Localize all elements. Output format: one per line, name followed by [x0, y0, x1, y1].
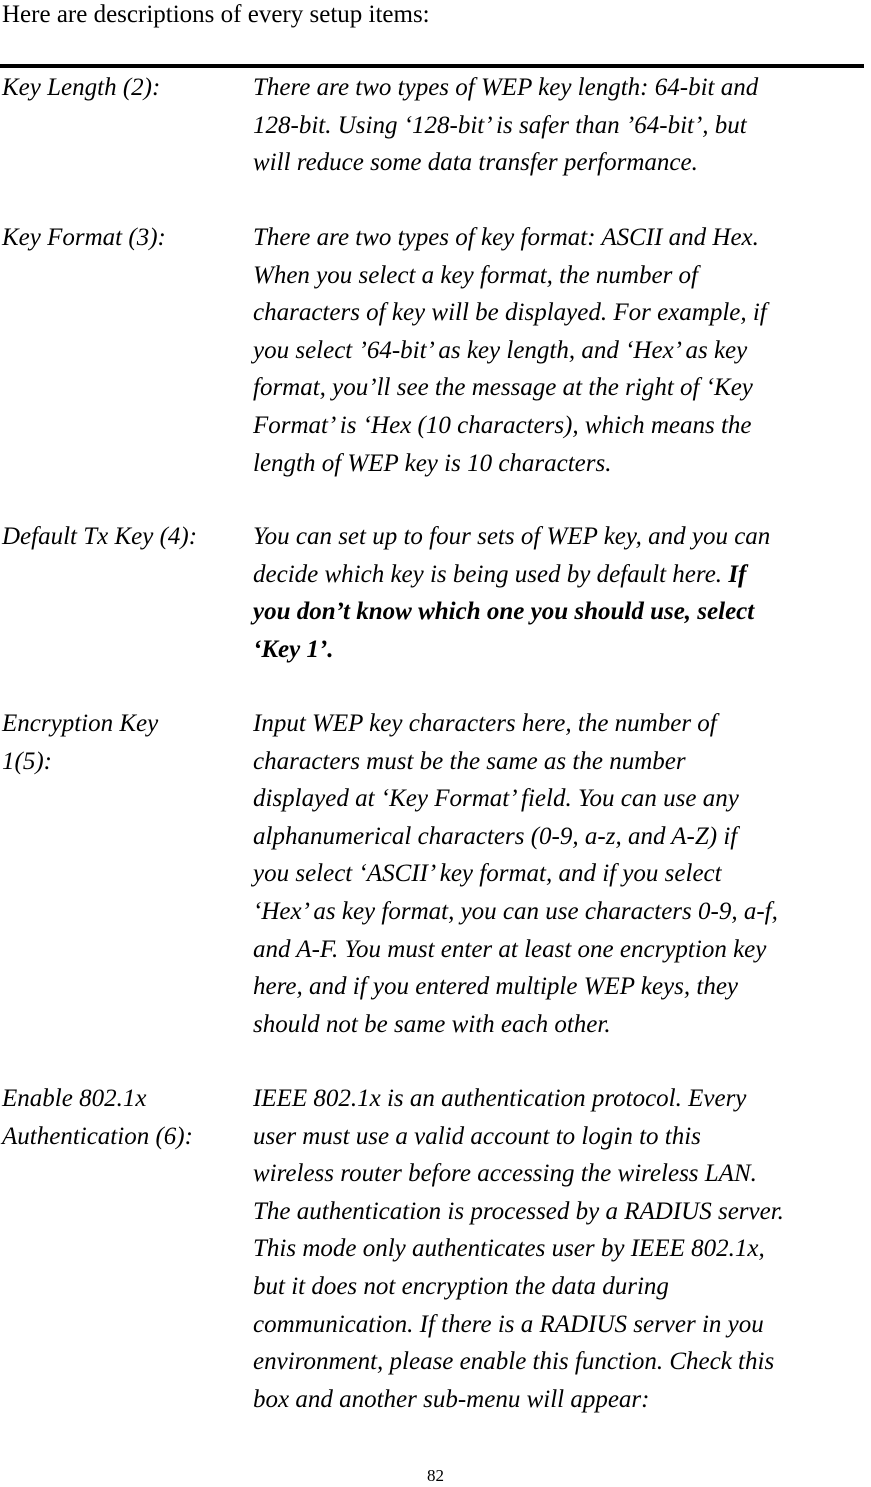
- description-line: 128-bit. Using ‘128-bit’ is safer than ’64-bit’, but: [253, 111, 747, 139]
- description-line: communication. If there is a RADIUS server in you: [253, 1310, 764, 1338]
- term-line: Enable 802.1x: [2, 1085, 147, 1112]
- term-line: Default Tx Key (4):: [2, 523, 198, 550]
- intro-text: Here are descriptions of every setup items:: [2, 1, 430, 28]
- description-line: Format’ is ‘Hex (10 characters), which means the: [253, 411, 752, 439]
- description-line: you select ’64-bit’ as key length, and ‘Hex’ as key: [253, 336, 748, 364]
- description-line: This mode only authenticates user by IEEE 802.1x,: [253, 1235, 765, 1263]
- term-key-format: [2, 219, 166, 257]
- description-line: length of WEP key is 10 characters.: [253, 449, 612, 477]
- term-key-length: [2, 69, 160, 107]
- description-line: When you select a key format, the number of: [253, 261, 699, 289]
- term-line: Encryption Key: [2, 710, 159, 737]
- description-encryption-key: [253, 705, 778, 1043]
- term-line: Key Length (2):: [2, 74, 161, 101]
- term-enable-8021x: [2, 1080, 193, 1155]
- description-line: There are two types of key format: ASCII and Hex.: [253, 224, 759, 251]
- description-line: characters of key will be displayed. For example, if: [253, 299, 767, 327]
- term-line: 1(5):: [2, 747, 52, 775]
- description-line: but it does not encryption the data during: [253, 1272, 669, 1300]
- description-line: should not be same with each other.: [253, 1010, 611, 1038]
- description-line: environment, please enable this function. Check this: [253, 1348, 775, 1376]
- description-line: You can set up to four sets of WEP key, and you can: [253, 523, 771, 550]
- description-line: alphanumerical characters (0-9, a-z, and A-Z) if: [253, 822, 738, 850]
- description-line: box and another sub-menu will appear:: [253, 1385, 650, 1413]
- description-line: The authentication is processed by a RADIUS server.: [253, 1197, 784, 1225]
- description-key-format: [253, 219, 767, 482]
- term-encryption-key: [2, 705, 158, 780]
- emphasis-text: If: [728, 560, 747, 588]
- description-enable-8021x: [253, 1080, 784, 1418]
- term-line: Key Format (3):: [2, 224, 166, 251]
- description-line: ‘Hex’ as key format, you can use characters 0-9, a-f,: [253, 897, 778, 925]
- description-line: user must use a valid account to login to this: [253, 1122, 701, 1150]
- description-text: decide which key is being used by default here.: [253, 560, 729, 588]
- description-line: you select ‘ASCII’ key format, and if you select: [253, 860, 722, 888]
- emphasis-line: ‘Key 1’.: [253, 635, 334, 663]
- description-default-tx-key: [253, 518, 770, 668]
- description-line: There are two types of WEP key length: 64-bit and: [253, 74, 759, 101]
- horizontal-rule: [0, 64, 864, 68]
- description-key-length: [253, 69, 758, 182]
- description-line: and A-F. You must enter at least one encryption key: [253, 935, 767, 963]
- description-line: here, and if you entered multiple WEP keys, they: [253, 973, 739, 1001]
- term-line: Authentication (6):: [2, 1122, 193, 1150]
- description-line: wireless router before accessing the wireless LAN.: [253, 1160, 757, 1188]
- page-number: 82: [427, 1466, 444, 1485]
- description-line: [253, 556, 770, 594]
- description-line: characters must be the same as the number: [253, 747, 686, 775]
- description-line: displayed at ‘Key Format’ field. You can use any: [253, 785, 739, 813]
- term-default-tx-key: [2, 518, 197, 556]
- description-line: Input WEP key characters here, the number of: [253, 710, 717, 737]
- description-line: will reduce some data transfer performance.: [253, 149, 698, 177]
- emphasis-line: you don’t know which one you should use, select: [253, 598, 755, 626]
- description-line: format, you’ll see the message at the right of ‘Key: [253, 374, 753, 402]
- description-line: IEEE 802.1x is an authentication protocol. Every: [253, 1085, 747, 1112]
